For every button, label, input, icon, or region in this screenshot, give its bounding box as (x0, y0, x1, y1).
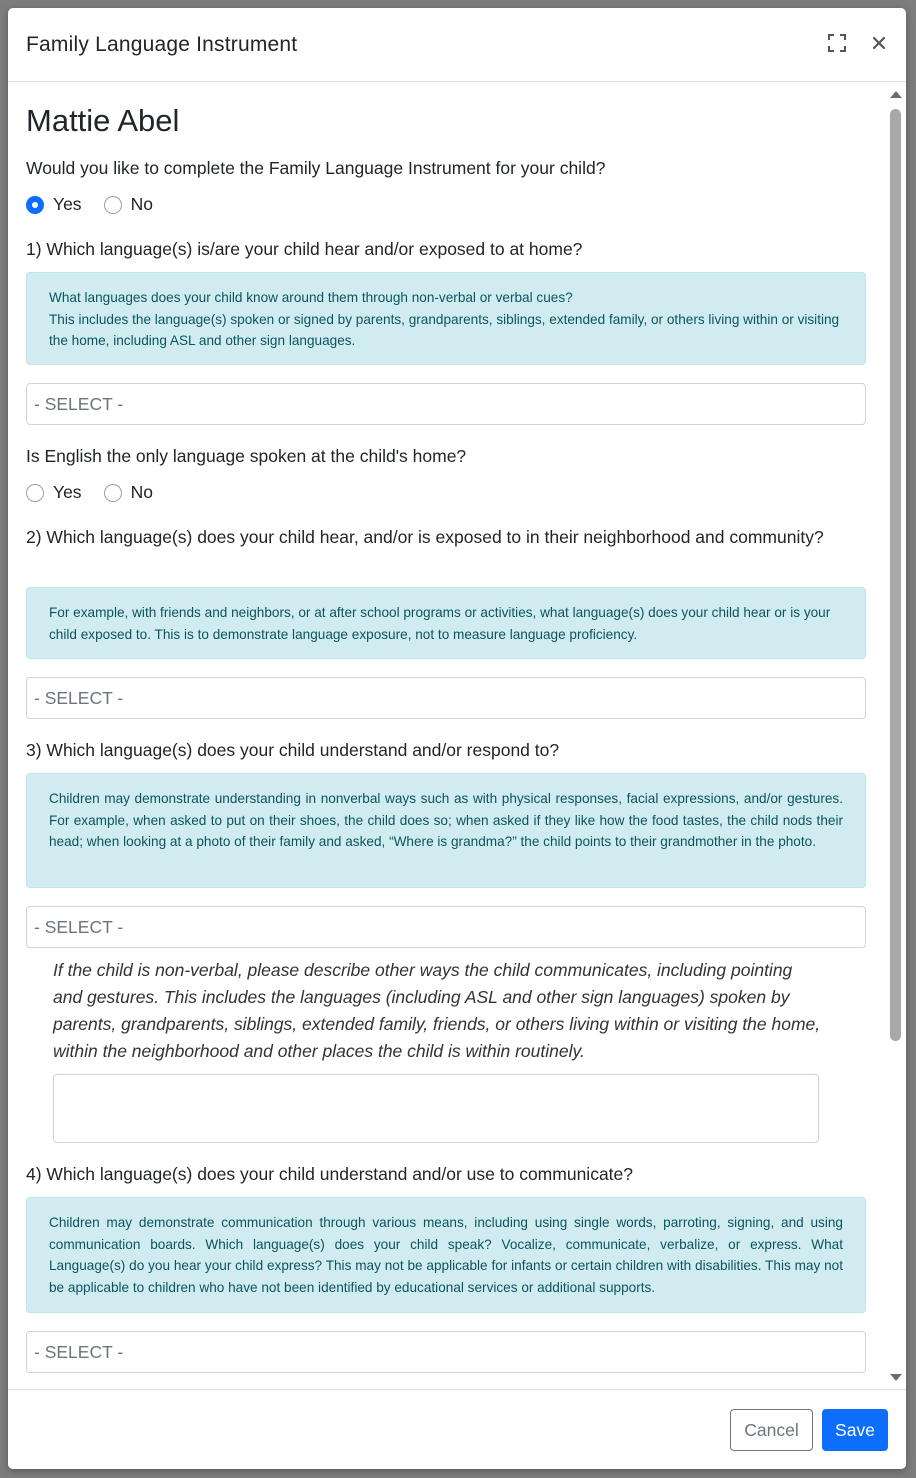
intro-question: Would you like to complete the Family Language Instrument for your child? (26, 158, 606, 178)
radio-label: Yes (53, 482, 82, 502)
q4-language-select[interactable]: - SELECT - (26, 1331, 866, 1373)
modal-scrollbar[interactable] (889, 91, 902, 1381)
nonverbal-note: If the child is non-verbal, please describe other ways the child communicates, including pointing and gestures. This includes the languages (including ASL and other sign languages) spoken by parents, grandparents, siblings, extended family, friends, or others living within or visiting the home, within the neighborhood and other places the child is within routinely. (53, 960, 821, 1061)
scroll-thumb[interactable] (890, 109, 901, 1041)
radio-label: No (130, 482, 153, 502)
english-only-yes-radio[interactable] (26, 482, 82, 503)
q1-info-box (26, 272, 866, 365)
english-only-radio-group (26, 482, 175, 503)
q2-label: 2) Which language(s) does your child hear, and/or is exposed to in their neighborhood and community? (26, 527, 824, 547)
radio-label: No (130, 194, 153, 214)
student-name: Mattie Abel (26, 103, 180, 138)
q1-language-select[interactable]: - SELECT - (26, 383, 866, 425)
modal-title: Family Language Instrument (26, 32, 298, 56)
radio-checked-icon[interactable] (26, 196, 44, 214)
modal-body[interactable] (8, 83, 906, 1390)
close-icon[interactable] (868, 32, 890, 54)
q3-language-select[interactable]: - SELECT - (26, 906, 866, 948)
intro-yes-radio[interactable] (26, 194, 82, 215)
modal-header (8, 8, 906, 82)
scroll-up-icon[interactable] (890, 91, 902, 98)
q4-label: 4) Which language(s) does your child understand and/or use to communicate? (26, 1164, 634, 1184)
q2-info-box: For example, with friends and neighbors, or at after school programs or activities, what language(s) does your child hear or is your child exposed to. This is to demonstrate language exposure, not to measure language proficiency. (26, 587, 866, 659)
radio-unchecked-icon[interactable] (104, 196, 122, 214)
q2-language-select[interactable]: - SELECT - (26, 677, 866, 719)
q1-label: 1) Which language(s) is/are your child hear and/or exposed to at home? (26, 239, 583, 259)
q1-info-line: This includes the language(s) spoken or signed by parents, grandparents, siblings, extended family, or others living within or visiting the home, including ASL and other sign languages. (49, 311, 840, 348)
q4-info-box: Children may demonstrate communication through various means, including using single words, parroting, signing, and using communication boards. Which language(s) does your child speak? Vocalize, communicate, verbalize, or express. What Language(s) do you hear your child express? This may not be applicable for infants or certain children with disabilities. This may not be applicable to children who have not been identified by educational services or additional supports. (26, 1197, 866, 1313)
modal-footer (8, 1389, 906, 1469)
scroll-down-icon[interactable] (890, 1374, 902, 1381)
radio-unchecked-icon[interactable] (104, 484, 122, 502)
radio-label: Yes (53, 194, 82, 214)
header-actions (826, 32, 890, 54)
q3-info-box: Children may demonstrate understanding in nonverbal ways such as with physical responses, facial expressions, and/or gestures. For example, when asked to put on their shoes, the child does so; when asked if they like how the food tastes, the child nods their head; when looking at a photo of their family and asked, “Where is grandma?” the child points to their grandmother in the photo. (26, 773, 866, 888)
q1-info-line: What languages does your child know around them through non-verbal or verbal cues? (49, 290, 573, 305)
intro-no-radio[interactable] (104, 194, 153, 215)
family-language-modal (8, 8, 906, 1469)
cancel-button[interactable]: Cancel (730, 1409, 813, 1451)
save-button[interactable]: Save (822, 1409, 888, 1451)
english-only-no-radio[interactable] (104, 482, 153, 503)
nonverbal-textarea[interactable] (53, 1074, 819, 1143)
english-only-question: Is English the only language spoken at the child's home? (26, 446, 467, 466)
q3-label: 3) Which language(s) does your child understand and/or respond to? (26, 740, 560, 760)
expand-icon[interactable] (826, 32, 848, 54)
intro-radio-group (26, 194, 175, 215)
radio-unchecked-icon[interactable] (26, 484, 44, 502)
